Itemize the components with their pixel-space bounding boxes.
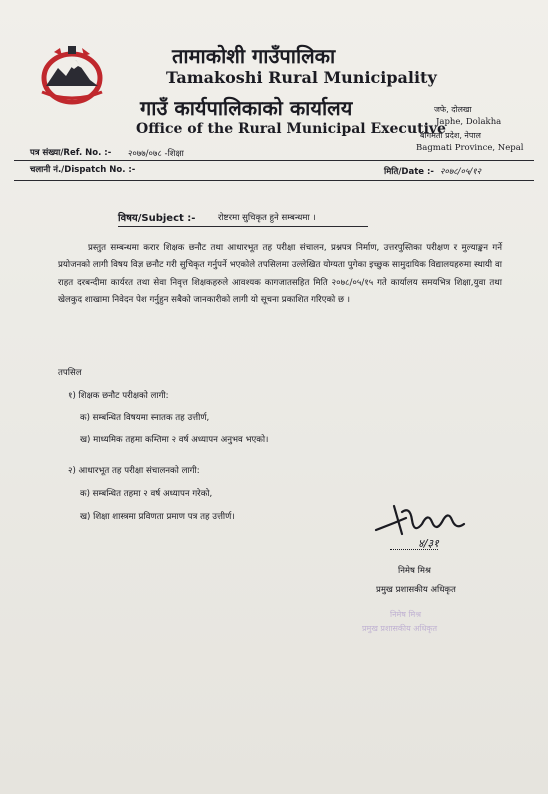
office-name-english: Office of the Rural Municipal Executive <box>136 121 446 137</box>
dispatch-number-label: चलानी नं./Dispatch No. :- <box>30 165 136 175</box>
address-line2-english: Bagmati Province, Nepal <box>416 143 524 153</box>
header-rule-lower <box>14 180 534 181</box>
date-value: २०७८/०५/१२ <box>440 167 482 177</box>
address-line1-english: Japhe, Dolakha <box>436 117 502 127</box>
stamp-line2: प्रमुख प्रशासकीय अधिकृत <box>362 624 438 633</box>
notice-paragraph <box>58 240 502 310</box>
municipality-name-nepali: तामाकोशी गाउँपालिका <box>172 44 336 68</box>
notice-paragraph-text: प्रस्तुत सम्बन्धमा करार शिक्षक छनौट तथा आधारभूत तह परीक्षा संचालन, प्रश्नपत्र निर्माण, उत्तरपुस्तिका परीक्षण र मुल्याङ्कन गर्ने प्रयोजनको लागी विषय विज्ञ छनौट गरी सुचिकृत गर्नुपर्ने भएकोले तपसिलमा उल्लेखित योग्यता पुगेका इच्छुक सामुदायिक विद्यालयहरुमा स्थायी वा राहत दरबन्दीमा कार्यरत तथा सेवा निवृत्त शिक्षकहरुले आवश्यक कागजातसहित मिति २०७८/०५/१५ गते कार्यालय समयभित्र शिक्षा,युवा तथा खेलकुद शाखामा निवेदन पेश गर्नुहुन सबैको जानकारीको लागी यो सूचना प्रकाशित गरिएको छ । <box>58 243 502 306</box>
section2-item-a: क) सम्बन्धित तहमा २ वर्ष अध्यापन गरेको, <box>80 489 213 499</box>
address-line2-nepali: बागमती प्रदेश, नेपाल <box>420 131 481 140</box>
handwritten-signature <box>372 500 468 540</box>
faded-stamp <box>362 608 472 642</box>
section2-heading: २) आधारभूत तह परीक्षा संचालनको लागी: <box>68 466 200 476</box>
subject-label: विषय/Subject :- <box>118 213 196 224</box>
date-label: मिति/Date :- <box>384 167 434 177</box>
section1-item-a: क) सम्बन्धित विषयमा स्नातक तह उत्तीर्ण, <box>80 413 210 423</box>
section2-item-b: ख) शिक्षा शास्त्रमा प्रविणता प्रमाण पत्र तह उत्तीर्ण। <box>80 512 235 522</box>
municipality-name-english: Tamakoshi Rural Municipality <box>166 68 437 87</box>
stamp-line1: निमेष मिश्र <box>390 610 421 619</box>
municipality-emblem <box>24 42 120 108</box>
address-line1-nepali: जफे, दोलखा <box>434 105 472 114</box>
signature-date-mark: ४/३१ <box>418 537 439 550</box>
signatory-title: प्रमुख प्रशासकीय अधिकृत <box>376 585 456 595</box>
signatory-name: निमेष मिश्र <box>398 566 431 576</box>
section1-heading: १) शिक्षक छनौट परीक्षको लागी: <box>68 391 169 401</box>
section1-item-b: ख) माध्यमिक तहमा कम्तिमा २ वर्ष अध्यापन अनुभव भएको। <box>80 435 269 445</box>
subject-text: रोष्टरमा सुचिकृत हुने सम्बन्धमा । <box>218 213 316 223</box>
office-name-nepali: गाउँ कार्यपालिकाको कार्यालय <box>140 96 353 120</box>
ref-number-label: पत्र संख्या/Ref. No. :- <box>30 148 112 158</box>
ref-number-value: २०७७/०७८ -शिक्षा <box>128 149 184 159</box>
subject-underline <box>118 226 368 227</box>
header-rule-upper <box>14 160 534 161</box>
tapasil-heading: तपसिल <box>58 368 82 378</box>
